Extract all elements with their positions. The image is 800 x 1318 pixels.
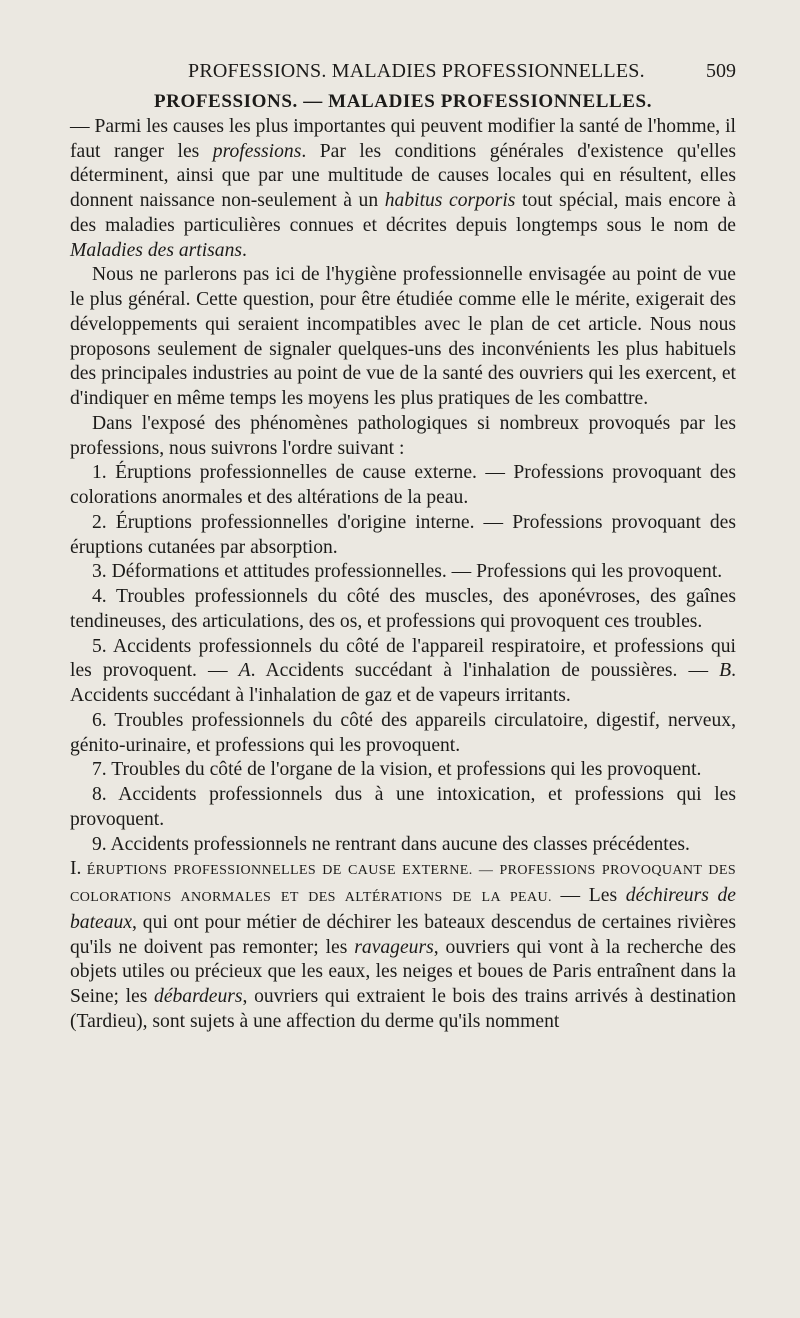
intro-paragraph bbox=[70, 115, 736, 264]
section-1-heading: ÉRUPTIONS PROFESSIONNELLES DE CAUSE EXTERNE. — PROFESSIONS PROVOQUANT DES COLORATIONS ANORMALES ET DES ALTÉRATIONS DE LA PEAU. bbox=[70, 863, 737, 905]
intro-em-3: Maladies des artisans bbox=[70, 239, 242, 261]
section-1-text-3: , ouvriers qui vont à la recherche des objets utiles ou précieux que les eaux, les neiges et boues de Paris entraînent dans la Seine; les bbox=[70, 936, 736, 1007]
intro-text-4: . bbox=[242, 239, 247, 261]
list-item-5 bbox=[70, 635, 736, 709]
list-item-6: 6. Troubles professionnels du côté des appareils circulatoire, digestif, nerveux, génito-urinaire, et professions qui les provoquent. bbox=[70, 709, 736, 756]
running-head bbox=[70, 56, 736, 86]
section-1-text-1: — Les bbox=[551, 885, 626, 906]
list-item-7: 7. Troubles du côté de l'organe de la vision, et professions qui les provoquent. bbox=[92, 759, 702, 781]
section-1-text-4: , ouvriers qui extraient le bois des trains arrivés à destination (Tardieu), sont sujets à une affection du derme qu'ils nomment bbox=[70, 986, 736, 1032]
section-1-em-2: ravageurs bbox=[354, 936, 434, 958]
body-text bbox=[70, 90, 736, 1035]
intro-em-2: habitus corporis bbox=[384, 190, 516, 211]
intro-text-2: . Par les conditions générales d'existence qu'elles déterminent, ainsi que par une multitude de causes locales qui en résultent, elles donnent naissance non-seulement à un bbox=[70, 140, 736, 211]
intro-text-3: tout spécial, mais encore à des maladies particulières connues et décrites depuis longtemps sous le nom de bbox=[70, 190, 736, 236]
item5-b: B bbox=[719, 660, 732, 682]
item5-a: A bbox=[238, 660, 251, 682]
list-item-9: 9. Accidents professionnels ne rentrant dans aucune des classes précédentes. bbox=[92, 833, 690, 855]
list-item-4: 4. Troubles professionnels du côté des muscles, des aponévroses, des gaînes tendineuses, des articulations, des os, et professions qui provoquent ces troubles. bbox=[70, 586, 736, 632]
list-item-8: 8. Accidents professionnels dus à une intoxication, et professions qui les provoquent. bbox=[70, 784, 736, 830]
intro-text-1: — Parmi les causes les plus importantes qui peuvent modifier la santé de l'homme, il faut ranger les bbox=[70, 115, 736, 162]
intro-em-1: professions bbox=[212, 140, 302, 162]
list-item-1: 1. Éruptions professionnelles de cause externe. — Professions provoquant des colorations anormales et des altérations de la peau. bbox=[70, 462, 736, 508]
item5-text-2: . Accidents succédant à l'inhalation de poussières. — bbox=[250, 660, 720, 682]
list-item-3: 3. Déformations et attitudes professionnelles. — Professions qui les provoquent. bbox=[92, 561, 723, 583]
item5-text-3: . Accidents succédant à l'inhalation de gaz et de vapeurs irritants. bbox=[70, 660, 736, 706]
section-1-text-2: , qui ont pour métier de déchirer les bateaux descendus de certaines rivières qu'ils ne doivent pas remonter; les bbox=[70, 911, 736, 958]
paragraph-2: Nous ne parlerons pas ici de l'hygiène professionnelle envisagée au point de vue le plus général. Cette question, pour être étudiée comme elle le mérite, exigerait des développements qui seraient incompatibles avec le plan de cet article. Nous nous proposons seulement de signaler quelques-uns des inconvénients les plus habituels des principales industries au point de vue de la santé des ouvriers qui les exercent, et d'indiquer en même temps les moyens les plus pratiques de les combattre. bbox=[70, 264, 736, 409]
article-title: PROFESSIONS. — MALADIES PROFESSIONNELLES. bbox=[153, 91, 653, 112]
section-1-roman: I. bbox=[70, 858, 82, 880]
section-1 bbox=[70, 857, 736, 1034]
paragraph-3: Dans l'exposé des phénomènes pathologiques si nombreux provoqués par les professions, nous suivrons l'ordre suivant : bbox=[70, 412, 736, 459]
section-1-em-1: déchireurs de bateaux bbox=[70, 885, 736, 933]
list-item-2: 2. Éruptions professionnelles d'origine interne. — Professions provoquant des éruptions cutanées par absorption. bbox=[70, 511, 736, 558]
item5-text-1: 5. Accidents professionnels du côté de l'appareil respiratoire, et professions qui les provoquent. — bbox=[70, 635, 736, 682]
section-1-em-3: débardeurs bbox=[154, 986, 243, 1007]
running-title: PROFESSIONS. MALADIES PROFESSIONNELLES. bbox=[188, 60, 645, 82]
page-number: 509 bbox=[706, 60, 736, 82]
